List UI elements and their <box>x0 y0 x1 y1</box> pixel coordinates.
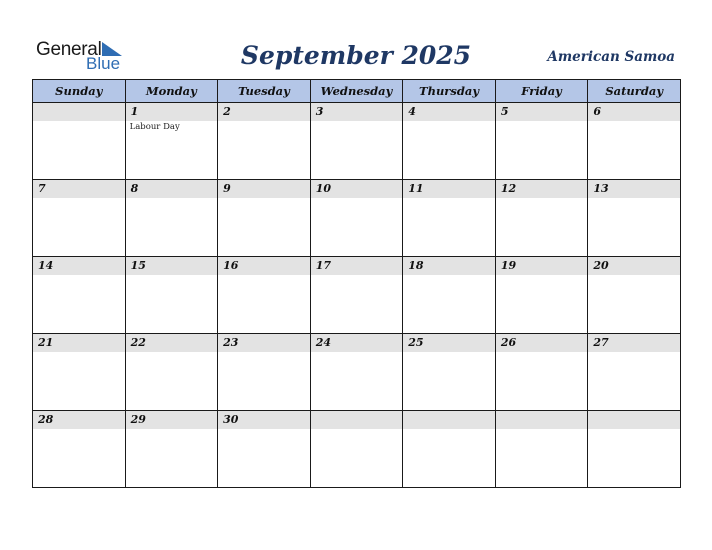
day-cell <box>125 411 218 488</box>
day-cell <box>310 103 403 180</box>
day-cell <box>218 334 311 411</box>
day-number: 6 <box>588 103 680 121</box>
day-number: 25 <box>403 334 495 352</box>
day-number: 1 <box>126 103 218 121</box>
calendar-title: September 2025 <box>240 41 472 70</box>
day-number: 8 <box>126 180 218 198</box>
day-number: 13 <box>588 180 680 198</box>
day-number: 2 <box>218 103 310 121</box>
day-cell <box>403 334 496 411</box>
week-row <box>33 334 681 411</box>
day-number: 16 <box>218 257 310 275</box>
day-cell <box>495 103 588 180</box>
day-cell <box>310 411 403 488</box>
day-number: 18 <box>403 257 495 275</box>
day-number: 11 <box>403 180 495 198</box>
weekday-saturday: Saturday <box>588 80 681 103</box>
day-number: 23 <box>218 334 310 352</box>
day-cell <box>218 103 311 180</box>
day-cell <box>125 103 218 180</box>
day-number <box>311 411 403 429</box>
day-cell <box>33 257 126 334</box>
day-number <box>588 411 680 429</box>
day-number <box>496 411 588 429</box>
day-cell <box>33 334 126 411</box>
weekday-monday: Monday <box>125 80 218 103</box>
weekday-thursday: Thursday <box>403 80 496 103</box>
day-cell <box>403 411 496 488</box>
day-number <box>33 103 125 121</box>
weekday-tuesday: Tuesday <box>218 80 311 103</box>
day-cell <box>218 180 311 257</box>
day-number: 30 <box>218 411 310 429</box>
day-cell <box>588 334 681 411</box>
day-cell <box>33 180 126 257</box>
day-cell <box>310 180 403 257</box>
day-cell <box>588 103 681 180</box>
day-number: 22 <box>126 334 218 352</box>
day-cell <box>403 103 496 180</box>
region-label: American Samoa <box>547 49 675 65</box>
day-number: 29 <box>126 411 218 429</box>
day-number: 12 <box>496 180 588 198</box>
week-row <box>33 180 681 257</box>
day-number: 4 <box>403 103 495 121</box>
day-cell <box>33 411 126 488</box>
day-cell <box>495 411 588 488</box>
day-cell <box>125 257 218 334</box>
day-cell <box>125 334 218 411</box>
day-cell <box>310 334 403 411</box>
day-number: 17 <box>311 257 403 275</box>
week-row <box>33 103 681 180</box>
day-number: 28 <box>33 411 125 429</box>
day-number: 26 <box>496 334 588 352</box>
day-number: 7 <box>33 180 125 198</box>
day-cell <box>125 180 218 257</box>
day-number: 27 <box>588 334 680 352</box>
generalblue-logo <box>36 40 126 74</box>
day-number: 14 <box>33 257 125 275</box>
day-number <box>403 411 495 429</box>
day-number: 21 <box>33 334 125 352</box>
day-number: 19 <box>496 257 588 275</box>
day-cell <box>33 103 126 180</box>
logo-text-general: General <box>36 39 102 60</box>
weekday-header-row <box>33 80 681 103</box>
week-row <box>33 411 681 488</box>
day-number: 20 <box>588 257 680 275</box>
day-cell <box>218 411 311 488</box>
weekday-friday: Friday <box>495 80 588 103</box>
calendar-grid <box>32 79 681 488</box>
holiday-label: Labour Day <box>129 122 180 132</box>
day-cell <box>218 257 311 334</box>
weekday-wednesday: Wednesday <box>310 80 403 103</box>
day-number: 24 <box>311 334 403 352</box>
day-cell <box>403 257 496 334</box>
day-cell <box>495 180 588 257</box>
day-number: 9 <box>218 180 310 198</box>
day-cell <box>495 334 588 411</box>
week-row <box>33 257 681 334</box>
weekday-sunday: Sunday <box>33 80 126 103</box>
day-number: 5 <box>496 103 588 121</box>
day-cell <box>588 257 681 334</box>
day-number: 15 <box>126 257 218 275</box>
day-number: 3 <box>311 103 403 121</box>
logo-text-blue: Blue <box>86 54 121 73</box>
day-number: 10 <box>311 180 403 198</box>
day-cell <box>310 257 403 334</box>
day-cell <box>588 180 681 257</box>
day-cell <box>495 257 588 334</box>
day-cell <box>403 180 496 257</box>
day-cell <box>588 411 681 488</box>
